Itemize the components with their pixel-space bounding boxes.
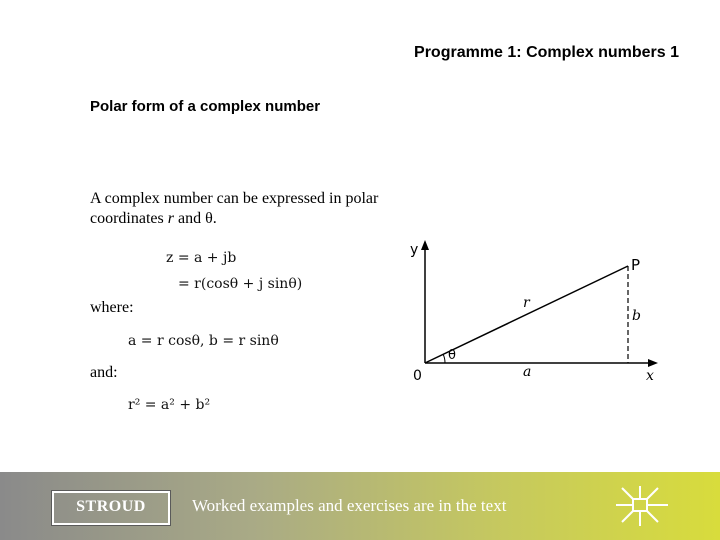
y-axis-arrow — [421, 240, 429, 250]
equation-polar: = r(cosθ + j sinθ) — [178, 276, 303, 292]
intro-period: . — [212, 210, 217, 227]
theta-arc — [443, 354, 445, 363]
intro-prefix: A complex number can be expressed in polar coordinates — [90, 190, 379, 227]
stroud-logo: STROUD — [52, 491, 170, 525]
y-axis-label: y — [410, 242, 419, 258]
equation-z: z = a + jb — [166, 250, 237, 266]
footer-caption: Worked examples and exercises are in the text — [192, 496, 507, 515]
intro-theta: θ — [205, 210, 213, 227]
x-axis-arrow — [648, 359, 658, 367]
intro-and: and — [173, 210, 206, 227]
x-axis-label: x — [646, 368, 654, 382]
theta-label: θ — [448, 348, 456, 363]
equation-r-squared: r² = a² + b² — [128, 397, 211, 413]
a-label: a — [523, 364, 532, 380]
programme-title: Programme 1: Complex numbers 1 — [414, 44, 679, 61]
point-p-label: P — [631, 256, 641, 274]
polar-diagram — [400, 232, 670, 382]
intro-r: r — [167, 210, 174, 227]
section-title: Polar form of a complex number — [90, 98, 321, 115]
navigation-icon[interactable] — [614, 484, 670, 528]
r-label: r — [523, 295, 530, 311]
intro-text — [90, 189, 390, 229]
and-label: and: — [90, 364, 118, 381]
b-label: b — [632, 308, 641, 324]
origin-label: 0 — [413, 368, 422, 382]
where-label: where: — [90, 299, 134, 316]
equation-ab: a = r cosθ, b = r sinθ — [128, 333, 279, 349]
